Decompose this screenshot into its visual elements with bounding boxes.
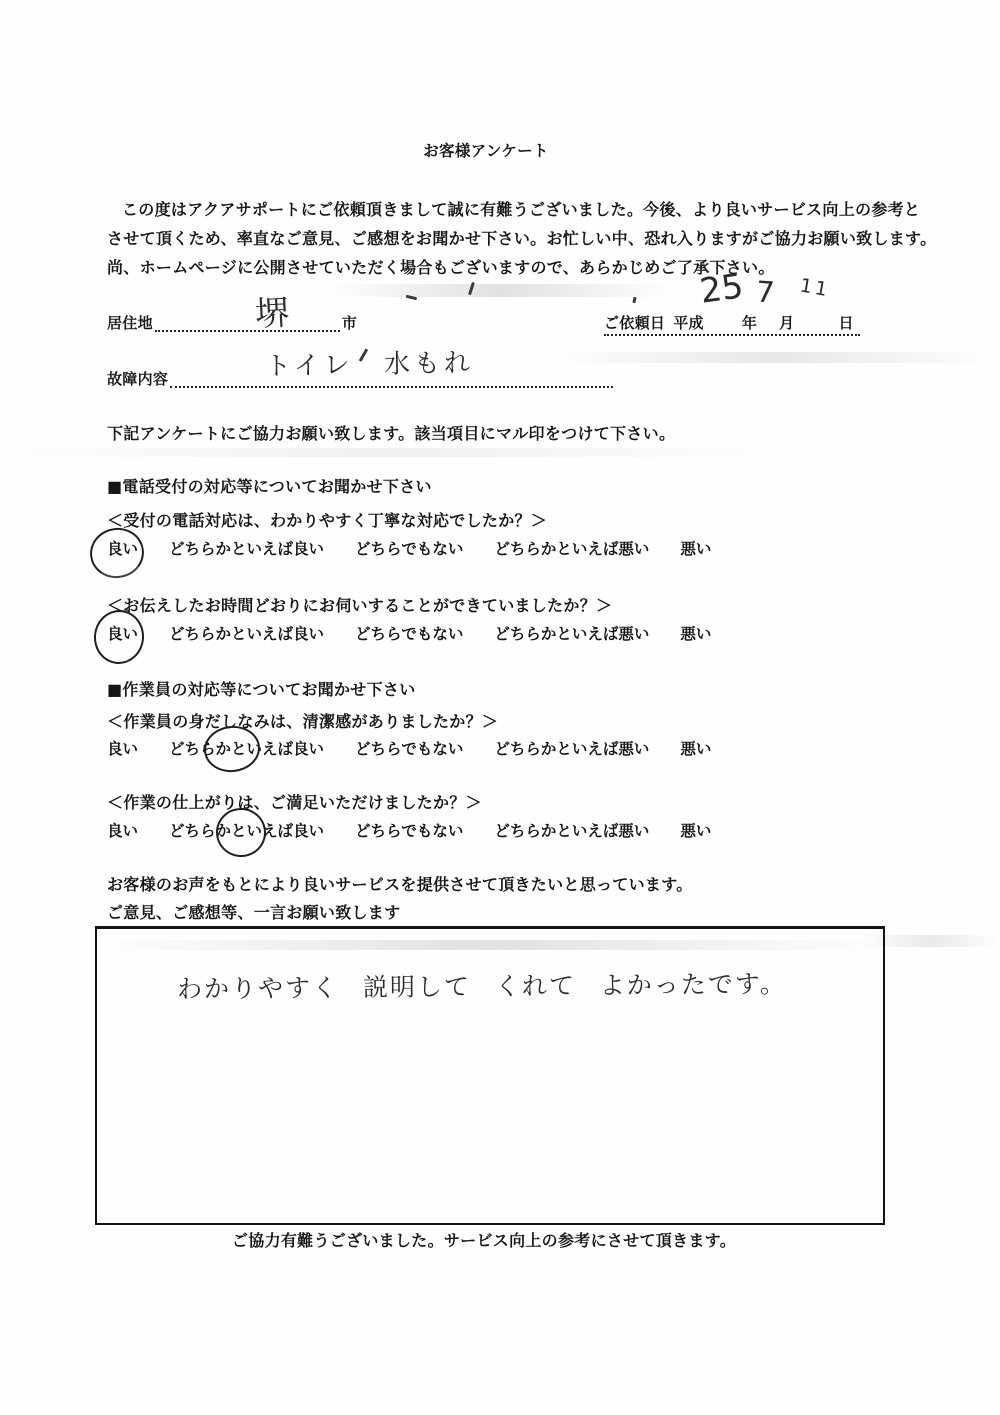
scan-streak [560,352,990,363]
option-label: どちらでもない [355,540,464,558]
section-heading-worker: ■作業員の対応等についてお聞かせ下さい [107,680,416,699]
option-label: 悪い [680,625,712,643]
problem-handwritten-value: トイレ 水もれ [265,348,475,382]
residence-field [107,293,357,335]
option-label: 悪い [680,540,712,558]
option-label: どちらかといえば悪い [494,625,650,643]
intro-line: この度はアクアサポートにご依頼頂きまして誠に有難うございました。今後、より良いサービス向上の参考と [122,200,921,219]
option-label: 良い [107,625,139,643]
option-label: どちらでもない [355,625,464,643]
footer-note: ご協力有難うございました。サービス向上の参考にさせて頂きます。 [231,1231,737,1250]
option-label: どちらでもない [355,822,464,840]
selection-circle-q4 [214,806,267,858]
problem-field [107,348,615,389]
option-label: どちらかといえば悪い [494,822,650,840]
year-unit-label: 年 [741,314,758,332]
day-unit-label: 日 [838,314,854,332]
residence-handwritten-value: 堺 [254,293,291,335]
option-label: どちらでもない [355,740,464,758]
selection-circle-q1 [86,524,148,583]
option-label: どちらかといえば良い [169,540,325,558]
comment-lead-1: お客様のお声をもとにより良いサービスを提供させて頂きたいと思っています。 [107,875,693,894]
request-date-label: ご依頼日 [604,314,666,332]
problem-writing-line [170,348,613,388]
month-unit-label: 月 [779,314,795,332]
option-label: どちらかといえば良い [169,822,325,840]
scan-streak [0,448,780,457]
comment-handwritten-text: わかりやすく 説明して くれて よかったです。 [176,969,787,1004]
page-title: お客様アンケート [423,142,549,160]
option-label: 良い [107,540,139,558]
comment-box [95,926,885,1225]
options-row-q4 [107,819,711,841]
option-label: どちらかといえば良い [169,740,325,758]
selection-circle-q2 [91,608,146,667]
request-date-field [604,266,860,336]
intro-paragraph [107,195,936,282]
year-handwritten-value: 25 [697,266,746,312]
option-label: 良い [107,740,139,758]
option-label: どちらかといえば良い [169,625,325,643]
options-row-q2 [107,622,711,644]
problem-label: 故障内容 [107,370,169,388]
option-label: どちらかといえば悪い [494,740,650,758]
month-handwritten-value: 7 [754,274,776,310]
options-row-q3 [107,737,711,759]
option-label: 悪い [680,822,712,840]
question-prompt-q3: ＜作業員の身だしなみは、清潔感がありましたか？＞ [107,712,499,731]
scan-streak [330,284,670,297]
residence-unit-label: 市 [341,314,357,332]
option-label: 悪い [680,740,712,758]
section-heading-phone: ■電話受付の対応等についてお聞かせ下さい [107,477,432,496]
instruction-text: 下記アンケートにご協力お願い致します。該当項目にマル印をつけて下さい。 [107,424,676,443]
residence-writing-line [155,293,340,335]
options-row-q1 [107,537,711,559]
option-label: 良い [107,822,139,840]
intro-line: 尚、ホームページに公開させていただく場合もございますので、あらかじめご了承下さい。 [107,258,775,277]
question-prompt-q4: ＜作業の仕上がりは、ご満足いただけましたか？＞ [107,793,482,812]
question-prompt-q1: ＜受付の電話対応は、わかりやすく丁寧な対応でしたか？＞ [107,511,548,530]
era-label: 平成 [673,314,704,332]
comment-lead-2: ご意見、ご感想等、一言お願い致します [107,903,401,922]
residence-label: 居住地 [107,314,153,332]
option-label: どちらかといえば悪い [494,540,650,558]
day-handwritten-value: 11 [798,274,832,302]
intro-line: させて頂くため、率直なご意見、ご感想をお聞かせ下さい。お忙しい中、恐れ入りますがご協力お願い致します。 [107,229,937,248]
question-prompt-q2: ＜お伝えしたお時間どおりにお伺いすることができていましたか？＞ [107,596,613,615]
